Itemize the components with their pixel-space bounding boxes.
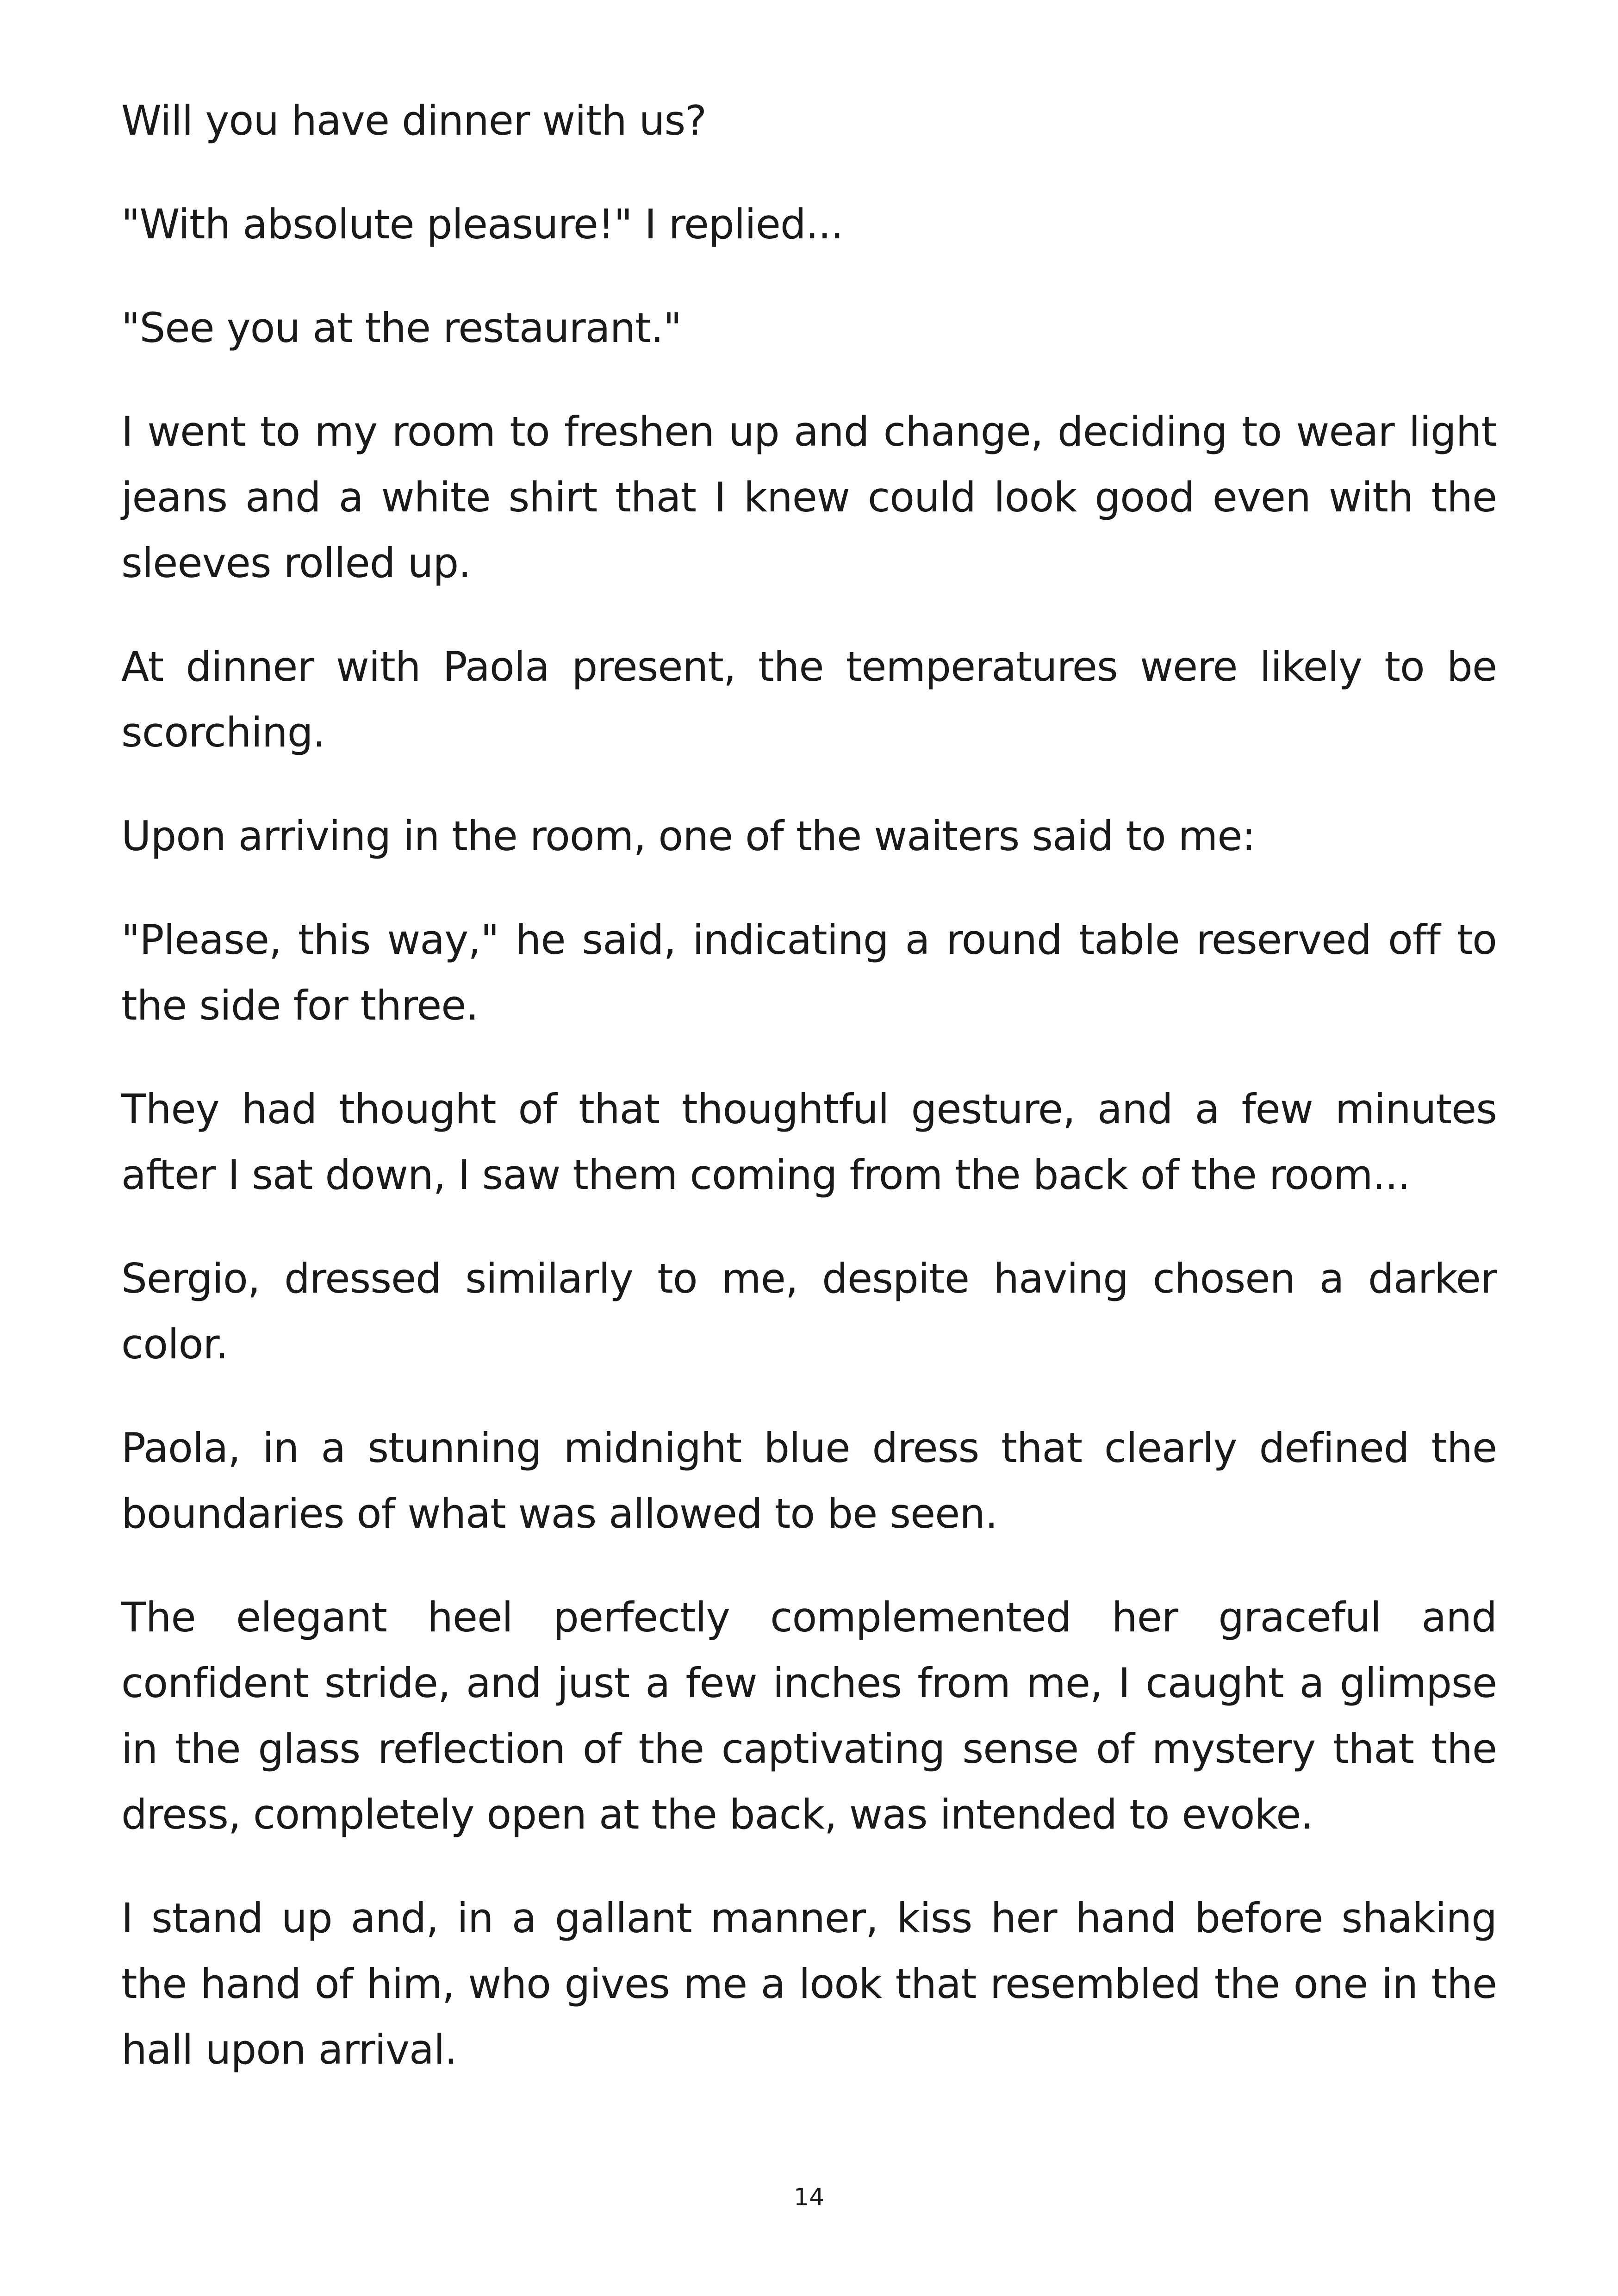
paragraph: "With absolute pleasure!" I replied... xyxy=(121,200,843,248)
paragraph: I went to my room to freshen up and change, deciding to wear light jeans and a white shirt that I knew could look good even with the sleeves rolled up. xyxy=(121,408,1497,587)
page-body xyxy=(121,88,1497,2121)
paragraph: "See you at the restaurant." xyxy=(121,304,682,352)
paragraph: Paola, in a stunning midnight blue dress that clearly defined the boundaries of what was allowed to be seen. xyxy=(121,1424,1497,1537)
paragraph: I stand up and, in a gallant manner, kiss her hand before shaking the hand of him, who gives me a look that resembled the one in the hall upon arrival. xyxy=(121,1894,1497,2073)
paragraph: Will you have dinner with us? xyxy=(121,97,707,144)
paragraph: Sergio, dressed similarly to me, despite having chosen a darker color. xyxy=(121,1255,1497,1368)
paragraph: Upon arriving in the room, one of the waiters said to me: xyxy=(121,812,1256,860)
paragraph: "Please, this way," he said, indicating a round table reserved off to the side for three. xyxy=(121,916,1497,1029)
paragraph: At dinner with Paola present, the temperatures were likely to be scorching. xyxy=(121,643,1497,756)
page-number: 14 xyxy=(793,2184,825,2211)
paragraph: The elegant heel perfectly complemented her graceful and confident stride, and just a few inches from me, I caught a glimpse in the glass reflection of the captivating sense of mystery that the dress, completely open at the back, was intended to evoke. xyxy=(121,1593,1497,1838)
paragraph: They had thought of that thoughtful gesture, and a few minutes after I sat down, I saw them coming from the back of the room... xyxy=(121,1085,1497,1199)
